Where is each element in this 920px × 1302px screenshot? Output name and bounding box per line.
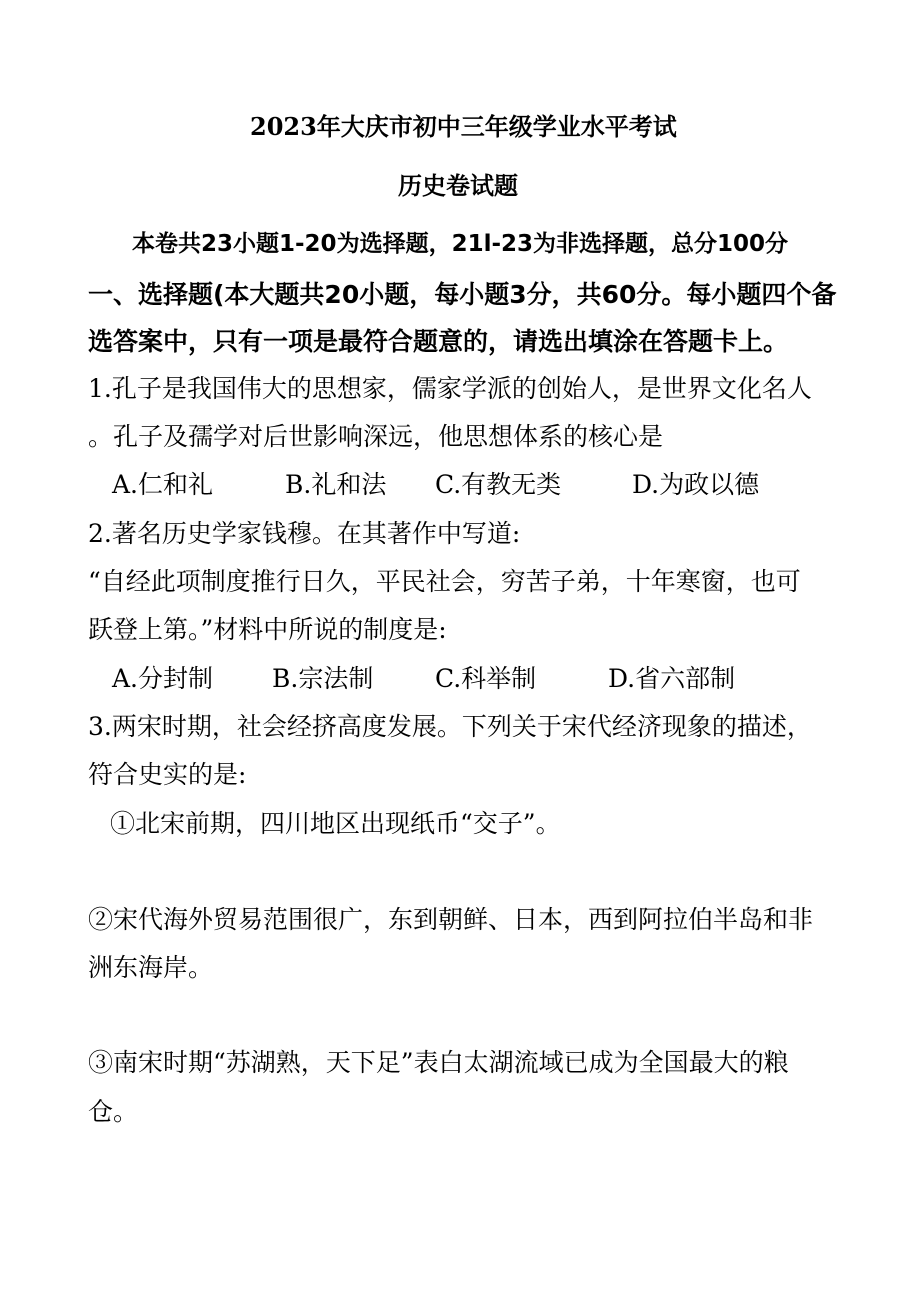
question-2-option-b: B.宗法制 bbox=[272, 664, 374, 693]
question-2-option-d: D.省六部制 bbox=[608, 664, 736, 693]
question-3-item-2-line-2: 洲东海岸。 bbox=[88, 953, 214, 982]
question-2-option-a: A.分封制 bbox=[112, 664, 214, 693]
exam-intro: 本卷共23小题1-20为选择题，21l-23为非选择题，总分100分 bbox=[132, 231, 789, 257]
section-heading-line-2: 选答案中，只有一项是最符合题意的，请选出填涂在答题卡上。 bbox=[88, 327, 789, 356]
question-2-stem-line-1: 2.著名历史学家钱穆。在其著作中写道: bbox=[88, 519, 521, 548]
question-3-item-3-line-1: ③南宋时期“苏湖熟，天下足”表白太湖流域已成为全国最大的粮 bbox=[88, 1048, 789, 1077]
question-2-quote-line-2: 跃登上第。”材料中所说的制度是: bbox=[88, 615, 447, 644]
question-1-option-a: A.仁和礼 bbox=[112, 470, 214, 499]
exam-title: 2023年大庆市初中三年级学业水平考试 bbox=[250, 112, 677, 141]
question-1-stem-line-1: 1.孔子是我国伟大的思想家，儒家学派的创始人，是世界文化名人 bbox=[88, 374, 812, 403]
question-3-item-3-line-2: 仓。 bbox=[88, 1097, 139, 1126]
question-1-option-b: B.礼和法 bbox=[285, 470, 387, 499]
question-1-stem-line-2: 。孔子及孺学对后世影响深远，他思想体系的核心是 bbox=[88, 422, 664, 451]
section-heading-line-1: 一、选择题(本大题共20小题，每小题3分，共60分。每小题四个备 bbox=[88, 280, 837, 309]
question-3-item-2-line-1: ②宋代海外贸易范围很广，东到朝鲜、日本，西到阿拉伯半岛和非 bbox=[88, 905, 814, 934]
question-2-option-c: C.科举制 bbox=[435, 664, 537, 693]
question-1-option-d: D.为政以德 bbox=[632, 470, 760, 499]
question-1-option-c: C.有教无类 bbox=[435, 470, 562, 499]
question-3-stem-line-2: 符合史实的是: bbox=[88, 760, 247, 789]
question-3-item-1: ①北宋前期，四川地区出现纸币“交子”。 bbox=[110, 809, 561, 838]
question-2-quote-line-1: “自经此项制度推行日久，平民社会，穷苦子弟，十年寒窗，也可 bbox=[88, 567, 801, 596]
question-3-stem-line-1: 3.两宋时期，社会经挤高度发展。下列关于宋代经济现象的描述， bbox=[88, 712, 812, 741]
exam-subtitle: 历史卷试题 bbox=[398, 171, 518, 200]
